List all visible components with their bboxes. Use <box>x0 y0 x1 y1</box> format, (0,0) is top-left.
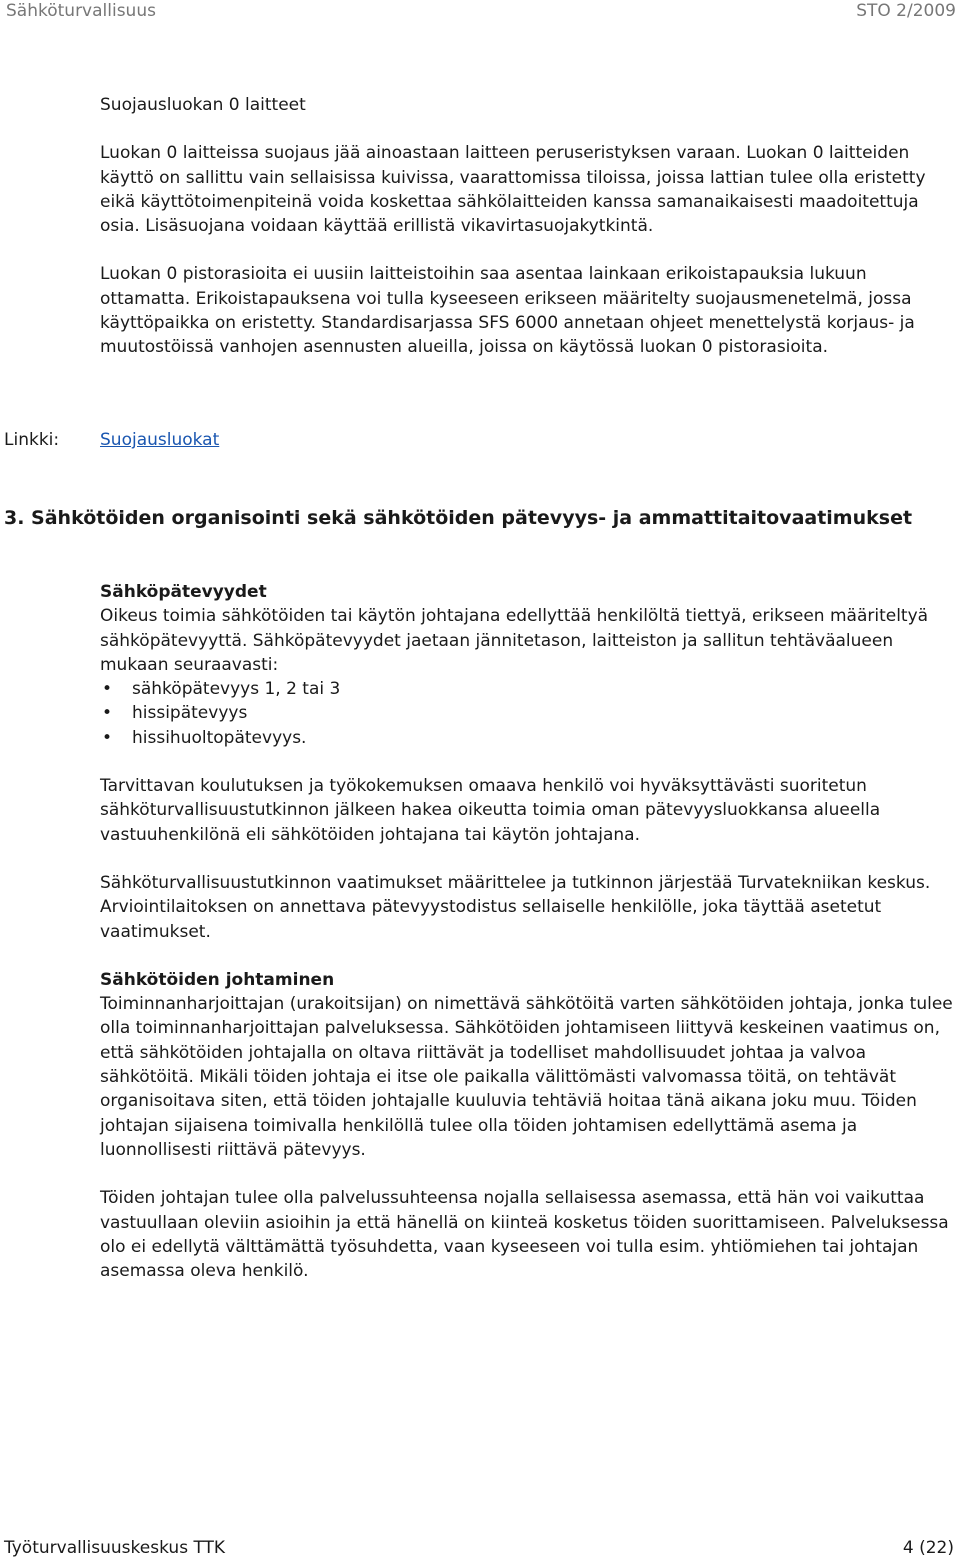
link-label: Linkki: <box>4 430 60 450</box>
header-title: Sähköturvallisuus <box>6 1 156 21</box>
subheading-qualifications: Sähköpätevyydet <box>100 582 267 602</box>
paragraph: Töiden johtajan tulee olla palvelussuhteensa nojalla sellaisessa asemassa, että hän voi vaikuttaa vastuullaan oleviin asioihin ja että hänellä on kiinteä kosketus töiden suorittamiseen. Palveluksessa olo ei edellytä välttämättä työsuhdetta, vaan kyseeseen voi tulla esim. yhtiömiehen tai johtajan asemassa oleva henkilö. <box>100 1188 949 1282</box>
section-3-body <box>100 580 956 1283</box>
list-item: • hissihuoltopätevyys. <box>100 726 956 750</box>
section-protection-class-0 <box>100 93 956 360</box>
paragraph: Luokan 0 pistorasioita ei uusiin laitteistoihin saa asentaa lainkaan erikoistapauksia lukuun ottamatta. Erikoistapauksena voi tulla kyseeseen erikseen määritelty suojausmenetelmä, jossa käyttöpaikka on eristetty. Standardisarjassa SFS 6000 annetaan ohjeet menettelystä korjaus- ja muutostöissä vanhojen asennusten alueilla, joissa on käytössä luokan 0 pistorasioita. <box>100 264 915 358</box>
protection-classes-link[interactable]: Suojausluokat <box>100 430 220 450</box>
link-row <box>0 430 960 456</box>
paragraph: Luokan 0 laitteissa suojaus jää ainoastaan laitteen peruseristyksen varaan. Luokan 0 laitteiden käyttö on sallittu vain sellaisissa kuivissa, vaarattomissa tiloissa, joissa lattian tulee olla eristetty eikä käyttötoimenpiteinä voida koskettaa sähkölaitteiden kanssa samanaikaisesti maadoitettuja osia. Lisäsuojana voidaan käyttää erillistä vikavirtasuojakytkintä. <box>100 143 926 237</box>
page-footer <box>0 1538 960 1562</box>
qualification-list <box>100 677 956 750</box>
list-item: • hissipätevyys <box>100 701 956 725</box>
section-heading: 3. Sähkötöiden organisointi sekä sähkötöiden pätevyys- ja ammattitaitovaatimukset <box>4 507 913 529</box>
list-item: • sähköpätevyys 1, 2 tai 3 <box>100 677 956 701</box>
paragraph: Sähköturvallisuustutkinnon vaatimukset määrittelee ja tutkinnon järjestää Turvatekniikan keskus. Arviointilaitoksen on annettava pätevyystodistus sellaiselle henkilölle, joka täyttää asetetut vaatimukset. <box>100 872 931 942</box>
paragraph: Tarvittavan koulutuksen ja työkokemuksen omaava henkilö voi hyväksyttävästi suoritetun sähköturvallisuustutkinnon jälkeen hakea oikeutta toimia oman pätevyysluokkansa alueella vastuuhenkilönä eli sähkötöiden johtajana tai käytön johtajana. <box>100 776 881 845</box>
section-title: Suojausluokan 0 laitteet <box>100 95 306 115</box>
paragraph: Oikeus toimia sähkötöiden tai käytön johtajana edellyttää henkilöltä tiettyä, erikseen määriteltyä sähköpätevyyttä. Sähköpätevyydet jaetaan jännitetason, laitteiston ja sallitun tehtäväalueen mukaan seuraavasti: <box>100 606 929 675</box>
footer-organization: Työturvallisuuskeskus TTK <box>4 1538 226 1558</box>
page-header <box>0 0 960 26</box>
section-3-heading-block <box>4 505 956 531</box>
page-number: 4 (22) <box>902 1538 954 1558</box>
paragraph: Toiminnanharjoittajan (urakoitsijan) on nimettävä sähkötöitä varten sähkötöiden johtaja, jonka tulee olla toiminnanharjoittajan palveluksessa. Sähkötöiden johtamiseen liittyvä keskeinen vaatimus on, että sähkötöiden johtajalla on oltava riittävät ja todelliset mahdollisuudet johtaa ja valvoa sähkötöitä. Mikäli töiden johtaja ei itse ole paikalla välittömästi valvomassa töitä, on tehtävät organisoitava siten, että töiden johtajalle kuuluvia tehtäviä hoitaa tänä aikana joku muu. Töiden johtajan sijaisena toimivalla henkilöllä tulee olla töiden johtamisen edellyttämä asema ja luonnollisesti riittävä pätevyys. <box>100 994 953 1160</box>
header-doc-id: STO 2/2009 <box>856 1 956 21</box>
subheading-management: Sähkötöiden johtaminen <box>100 969 335 990</box>
